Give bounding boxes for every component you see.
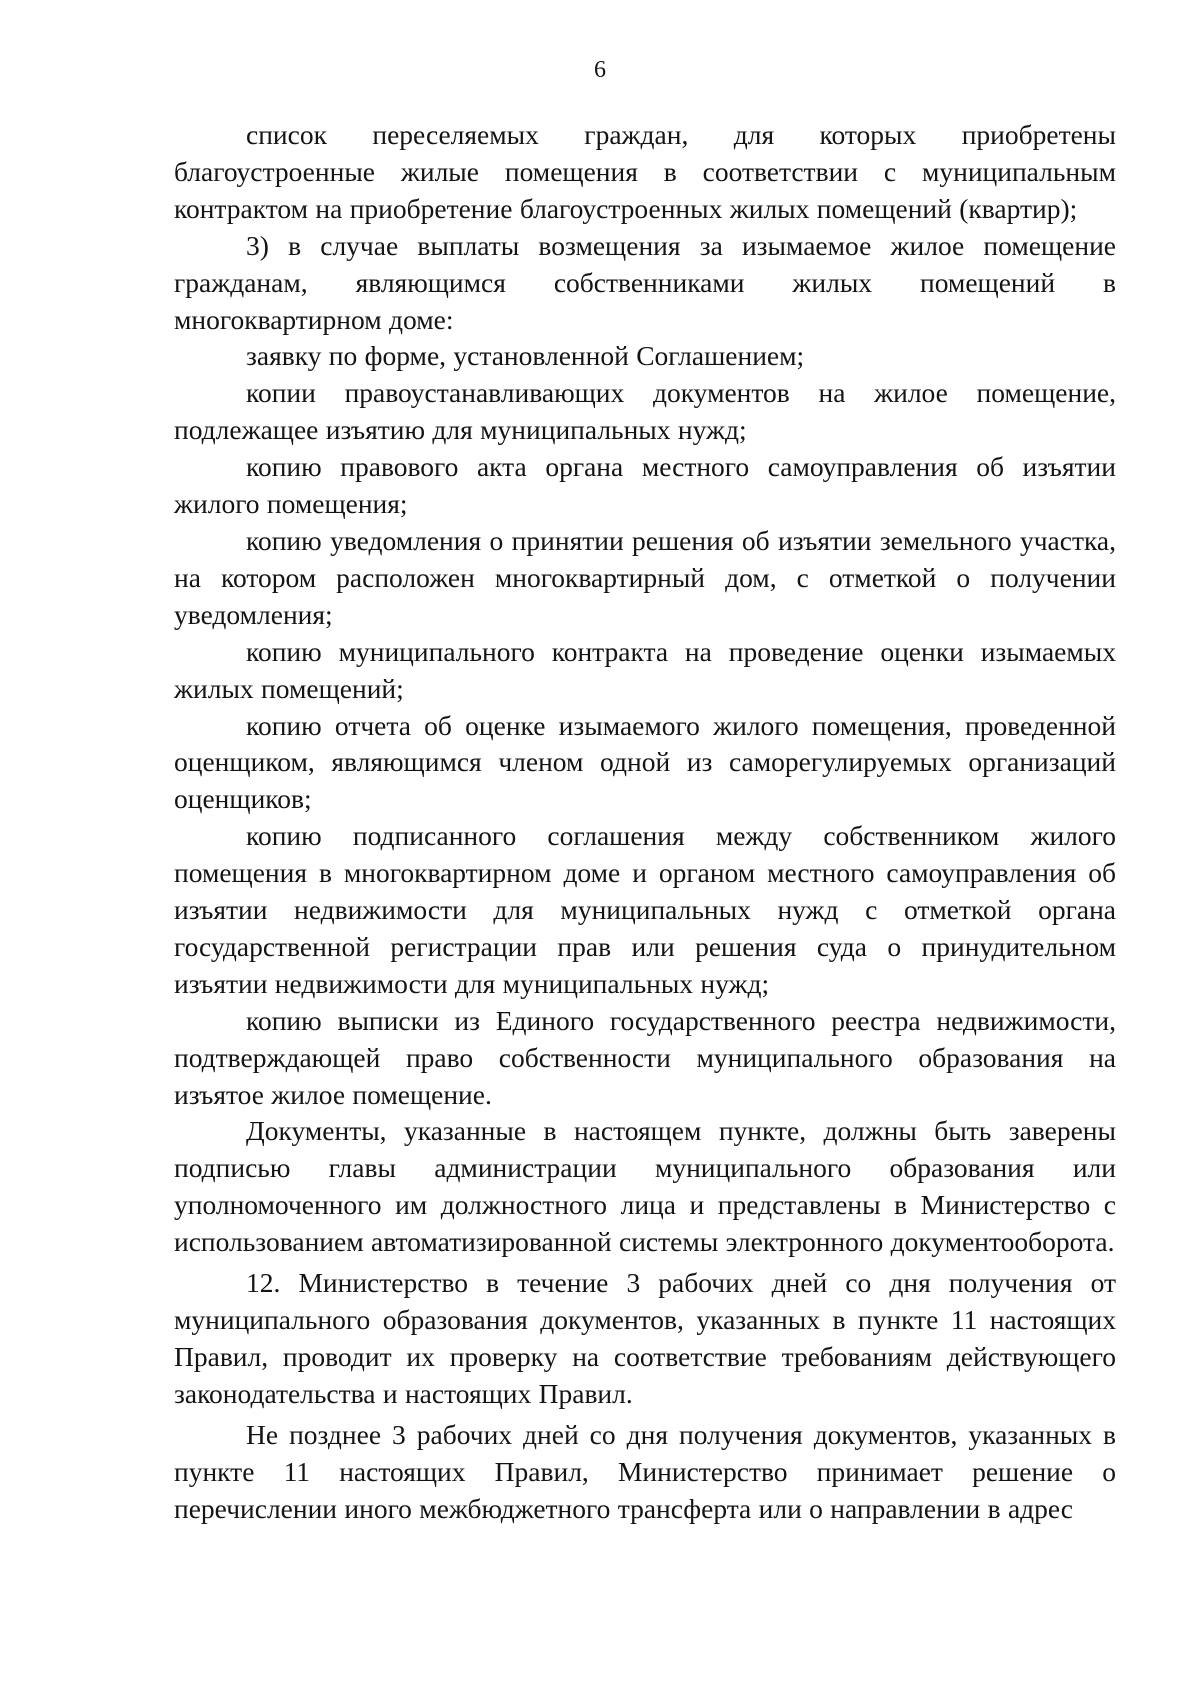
document-body <box>174 117 1116 1527</box>
paragraph-registry-extract-copy: копию выписки из Единого государственного реестра недвижимости, подтверждающей право собственности муниципального образования на изъятое жилое помещение. <box>174 1004 1116 1110</box>
paragraph-application-form: заявку по форме, установленной Соглашением; <box>246 340 805 372</box>
paragraph-valuation-contract-copy: копию муниципального контракта на проведение оценки изымаемых жилых помещений; <box>174 635 1116 704</box>
paragraph-resettled-citizens-list: список переселяемых граждан, для которых приобретены благоустроенные жилые помещения в соответствии с муниципальным контрактом на приобретение благоустроенных жилых помещений (квартир); <box>174 119 1116 224</box>
paragraph-legal-act-copy: копию правового акта органа местного самоуправления об изъятии жилого помещения; <box>174 451 1116 520</box>
paragraph-certification-requirements: Документы, указанные в настоящем пункте, должны быть заверены подписью главы администрации муниципального образования или уполномоченного им должностного лица и представлены в Министерство с использованием автоматизированной системы электронного документооборота. <box>174 1115 1116 1258</box>
paragraph-item-3-compensation: 3) в случае выплаты возмещения за изымаемое жилое помещение гражданам, являющимся собственниками жилых помещений в многоквартирном доме: <box>174 229 1116 335</box>
paragraph-section-12: 12. Министерство в течение 3 рабочих дней со дня получения от муниципального образования документов, указанных в пункте 11 настоящих Правил, проводит их проверку на соответствие требованиям действующего законодательства и настоящих Правил. <box>174 1267 1116 1409</box>
paragraph-signed-agreement-copy: копию подписанного соглашения между собственником жилого помещения в многоквартирном доме и органом местного самоуправления об изъятии недвижимости для муниципальных нужд с отметкой органа государственной регистрации прав или решения суда о принудительном изъятии недвижимости для муниципальных нужд; <box>174 820 1116 999</box>
paragraph-title-documents: копии правоустанавливающих документов на жилое помещение, подлежащее изъятию для муниципальных нужд; <box>174 377 1116 446</box>
paragraph-decision-deadline: Не позднее 3 рабочих дней со дня получения документов, указанных в пункте 11 настоящих Правил, Министерство принимает решение о перечислении иного межбюджетного трансферта или о направлении в адрес <box>174 1418 1116 1524</box>
paragraph-notice-copy: копию уведомления о принятии решения об изъятии земельного участка, на котором расположен многоквартирный дом, с отметкой о получении уведомления; <box>174 524 1116 630</box>
paragraph-valuation-report-copy: копию отчета об оценке изымаемого жилого помещения, проведенной оценщиком, являющимся членом одной из саморегулируемых организаций оценщиков; <box>174 709 1116 815</box>
page-number: 6 <box>594 57 606 83</box>
